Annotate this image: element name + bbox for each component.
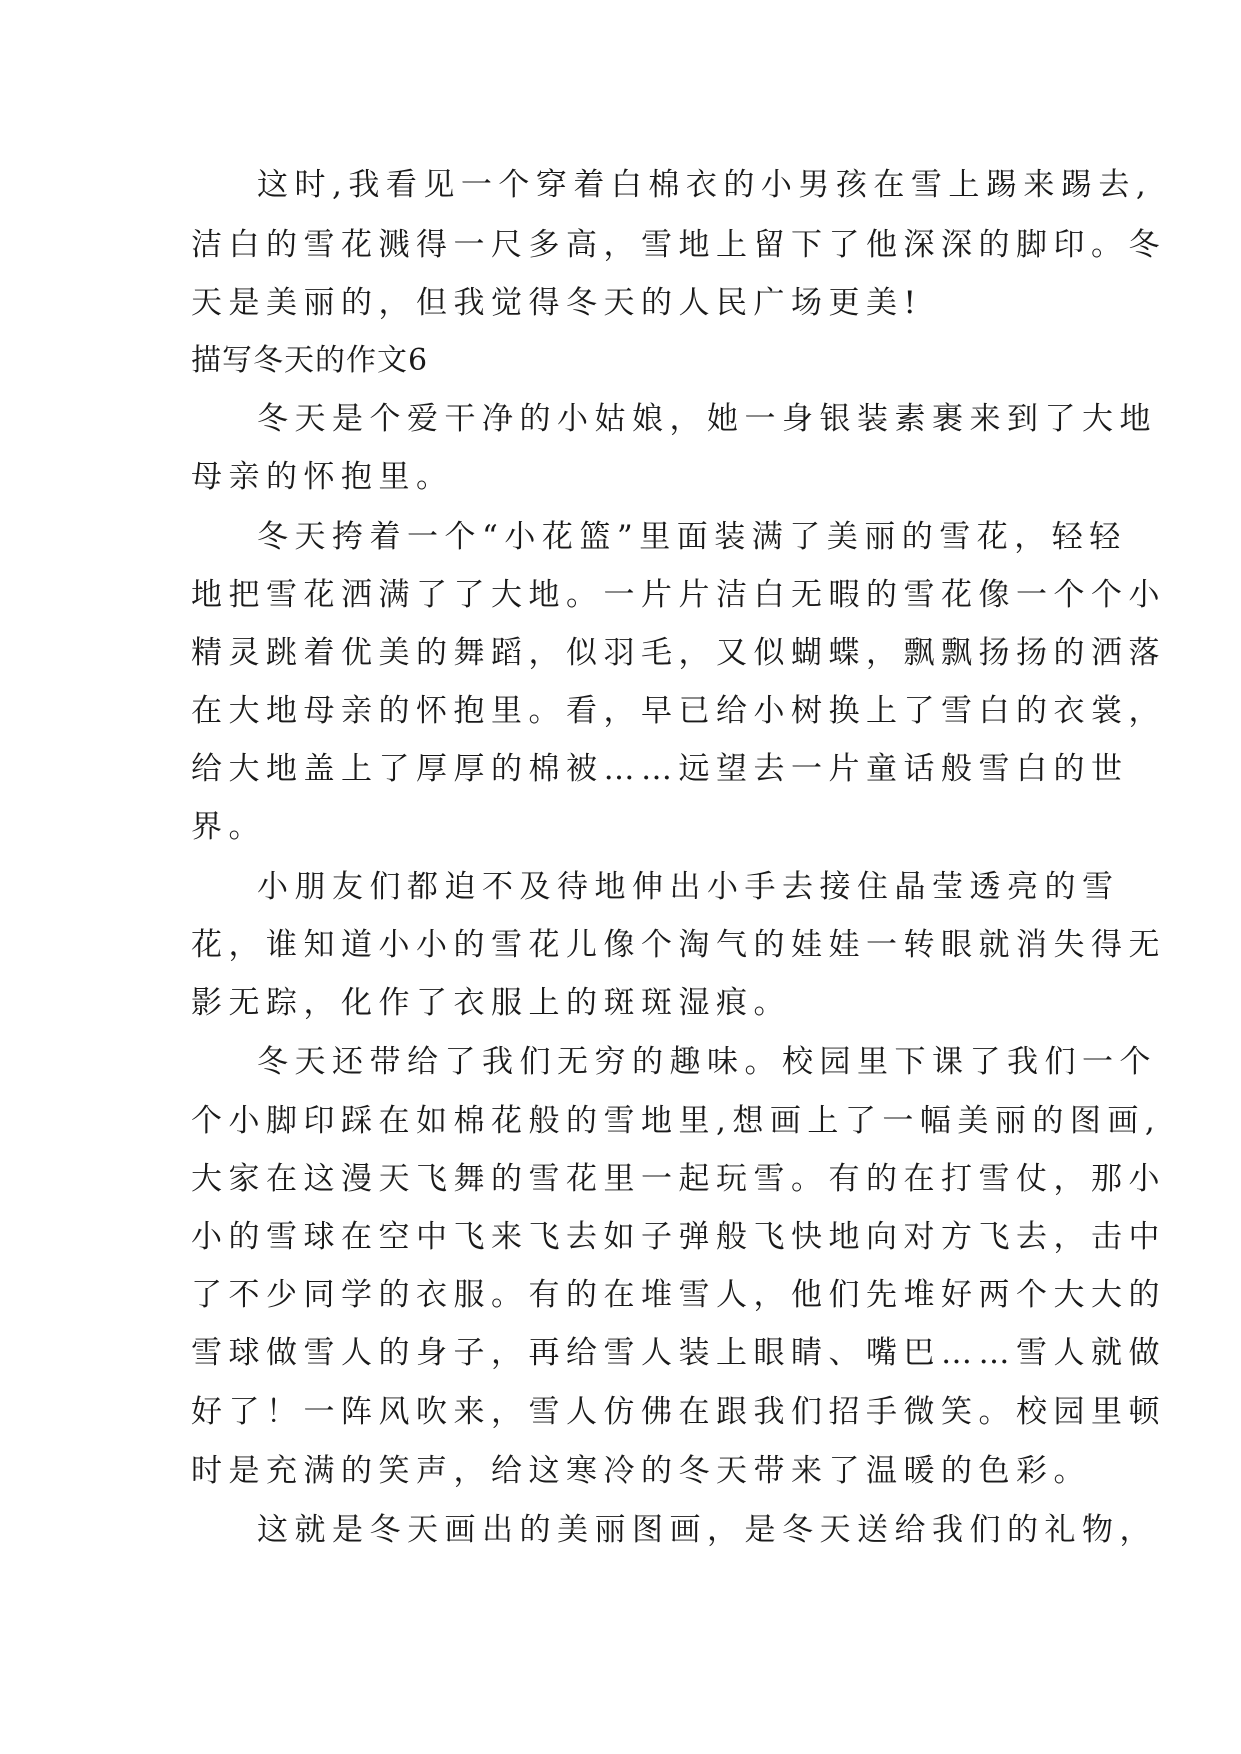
- text-line: 雪球做雪人的身子，再给雪人装上眼睛、嘴巴……雪人就做: [191, 1335, 1166, 1371]
- text-line: 精灵跳着优美的舞蹈，似羽毛，又似蝴蝶，飘飘扬扬的洒落: [191, 635, 1166, 671]
- text-line: 界。: [191, 809, 266, 845]
- text-line: 天是美丽的，但我觉得冬天的人民广场更美!: [191, 285, 923, 321]
- text-line: 影无踪，化作了衣服上的斑斑湿痕。: [191, 985, 791, 1021]
- text-line: 花，谁知道小小的雪花儿像个淘气的娃娃一转眼就消失得无: [191, 927, 1166, 963]
- text-line: 冬天还带给了我们无穷的趣味。校园里下课了我们一个: [257, 1044, 1157, 1080]
- text-line: 洁白的雪花溅得一尺多高，雪地上留下了他深深的脚印。冬: [191, 227, 1166, 263]
- text-line: 个小脚印踩在如棉花般的雪地里,想画上了一幅美丽的图画,: [191, 1103, 1162, 1139]
- text-line: 给大地盖上了厚厚的棉被……远望去一片童话般雪白的世: [191, 751, 1129, 787]
- text-line: 冬天挎着一个“小花篮”里面装满了美丽的雪花，轻轻: [257, 519, 1127, 555]
- text-line: 大家在这漫天飞舞的雪花里一起玩雪。有的在打雪仗，那小: [191, 1161, 1166, 1197]
- text-line: 母亲的怀抱里。: [191, 459, 454, 495]
- section-heading: 描写冬天的作文6: [191, 343, 429, 378]
- text-line: 这就是冬天画出的美丽图画，是冬天送给我们的礼物，: [257, 1512, 1157, 1548]
- text-line: 这时,我看见一个穿着白棉衣的小男孩在雪上踢来踢去,: [257, 167, 1153, 203]
- text-line: 地把雪花洒满了了大地。一片片洁白无暇的雪花像一个个小: [191, 577, 1166, 613]
- text-line: 在大地母亲的怀抱里。看，早已给小树换上了雪白的衣裳，: [191, 693, 1166, 729]
- text-line: 小朋友们都迫不及待地伸出小手去接住晶莹透亮的雪: [257, 869, 1120, 905]
- text-line: 好了！一阵风吹来，雪人仿佛在跟我们招手微笑。校园里顿: [191, 1394, 1166, 1430]
- text-line: 冬天是个爱干净的小姑娘，她一身银装素裹来到了大地: [257, 401, 1157, 437]
- text-line: 小的雪球在空中飞来飞去如子弹般飞快地向对方飞去，击中: [191, 1219, 1166, 1255]
- text-line: 时是充满的笑声，给这寒冷的冬天带来了温暖的色彩。: [191, 1453, 1091, 1489]
- text-line: 了不少同学的衣服。有的在堆雪人，他们先堆好两个大大的: [191, 1277, 1166, 1313]
